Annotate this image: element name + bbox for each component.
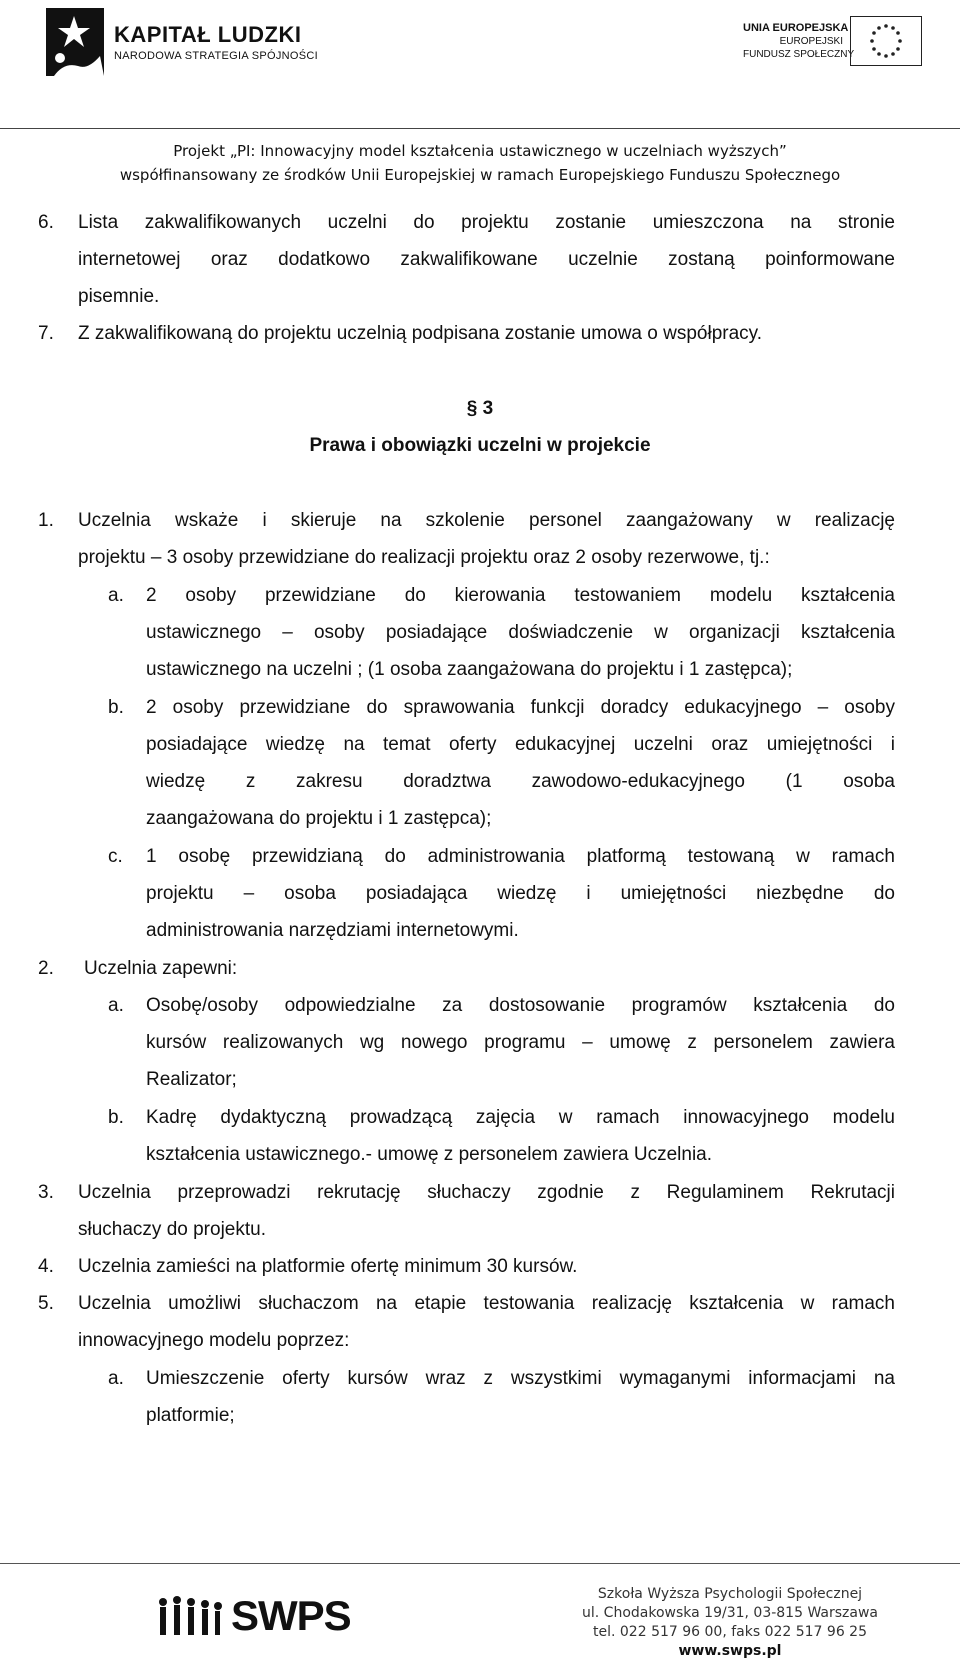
p1-b-line-4: zaangażowana do projektu i 1 zastępca); [146, 808, 492, 829]
p1-c-letter: c. [108, 846, 123, 867]
eu-flag [850, 16, 922, 66]
project-line-1: Projekt „PI: Innowacyjny model kształcenia ustawicznego w uczelniach wyższych” [173, 142, 787, 160]
p2-a-letter: a. [108, 995, 124, 1016]
p5-a-letter: a. [108, 1368, 124, 1389]
p5-number: 5. [38, 1293, 54, 1314]
footer-website-link[interactable]: www.swps.pl [678, 1643, 782, 1659]
eu-stars-icon [851, 17, 921, 65]
people-figures-icon [155, 1590, 225, 1640]
p3-line-2: słuchaczy do projektu. [78, 1219, 266, 1240]
p1-a-letter: a. [108, 585, 124, 606]
footer-divider [0, 1563, 960, 1564]
p2-b-line-1: Kadrę dydaktyczną prowadzącą zajęcia w ramach innowacyjnego modelu [146, 1107, 895, 1128]
item-7-line-1: Z zakwalifikowaną do projektu uczelnią podpisana zostanie umowa o współpracy. [78, 323, 763, 344]
p2-a-line-1: Osobę/osoby odpowiedzialne za dostosowanie programów kształcenia do [146, 995, 895, 1016]
section-title: Prawa i obowiązki uczelni w projekcie [309, 435, 651, 456]
p4-line-1: Uczelnia zamieści na platformie ofertę minimum 30 kursów. [78, 1256, 578, 1277]
p1-b-letter: b. [108, 697, 124, 718]
section-number: § 3 [466, 398, 494, 419]
p1-b-line-3: wiedzę z zakresu doradztwa zawodowo-edukacyjnego (1 osoba [146, 771, 895, 792]
p3-line-1: Uczelnia przeprowadzi rekrutację słuchaczy zgodnie z Regulaminem Rekrutacji [78, 1182, 895, 1203]
p4-number: 4. [38, 1256, 54, 1277]
item-6-number: 6. [38, 212, 54, 233]
p1-c-line-3: administrowania narzędziami internetowymi. [146, 920, 519, 941]
p1-line-2: projektu – 3 osoby przewidziane do realizacji projektu oraz 2 osoby rezerwowe, tj.: [78, 547, 770, 568]
p1-c-line-2: projektu – osoba posiadająca wiedzę i umiejętności niezbędne do [146, 883, 895, 904]
p2-number: 2. [38, 958, 54, 979]
p1-b-line-2: posiadające wiedzę na temat oferty edukacyjnej uczelni oraz umiejętności i [146, 734, 895, 755]
project-line-2: współfinansowany ze środków Unii Europejskiej w ramach Europejskiego Funduszu Społecznego [119, 166, 841, 184]
p1-c-line-1: 1 osobę przewidzianą do administrowania platformą testowaną w ramach [146, 846, 895, 867]
p1-a-line-1: 2 osoby przewidziane do kierowania testowaniem modelu kształcenia [146, 585, 895, 606]
ue-line1: UNIA EUROPEJSKA [743, 22, 849, 34]
p1-a-line-2: ustawicznego – osoby posiadające doświadczenie w organizacji kształcenia [146, 622, 895, 643]
p2-b-letter: b. [108, 1107, 124, 1128]
p5-line-1: Uczelnia umożliwi słuchaczom na etapie testowania realizację kształcenia w ramach [78, 1293, 895, 1314]
p1-a-line-3: ustawicznego na uczelni ; (1 osoba zaangażowana do projektu i 1 zastępca); [146, 659, 793, 680]
footer-line-3: tel. 022 517 96 00, faks 022 517 96 25 [593, 1624, 867, 1640]
p5-a-line-2: platformie; [146, 1405, 235, 1426]
footer-line-1: Szkoła Wyższa Psychologii Społecznej [597, 1586, 863, 1602]
kl-subtitle: NARODOWA STRATEGIA SPÓJNOŚCI [114, 50, 318, 62]
p5-a-line-1: Umieszczenie oferty kursów wraz z wszystkimi wymaganymi informacjami na [146, 1368, 895, 1389]
item-6-line-3: pisemnie. [78, 286, 160, 307]
ue-line3: FUNDUSZ SPOŁECZNY [743, 49, 855, 60]
item-7-number: 7. [38, 323, 54, 344]
footer-line-2: ul. Chodakowska 19/31, 03-815 Warszawa [582, 1605, 878, 1621]
p2-line-1: Uczelnia zapewni: [84, 958, 238, 979]
p5-line-2: innowacyjnego modelu poprzez: [78, 1330, 350, 1351]
item-6-line-2: internetowej oraz dodatkowo zakwalifikowane uczelnie zostaną poinformowane [78, 249, 895, 270]
swps-logo-text: SWPS [231, 1592, 351, 1639]
swps-logo [155, 1590, 351, 1640]
header-divider [0, 128, 960, 129]
p3-number: 3. [38, 1182, 54, 1203]
p2-a-line-2: kursów realizowanych wg nowego programu – umowę z personelem zawiera [146, 1032, 895, 1053]
p2-a-line-3: Realizator; [146, 1069, 237, 1090]
p1-line-1: Uczelnia wskaże i skieruje na szkolenie personel zaangażowany w realizację [78, 510, 895, 531]
p1-b-line-1: 2 osoby przewidziane do sprawowania funkcji doradcy edukacyjnego – osoby [146, 697, 895, 718]
p2-b-line-2: kształcenia ustawicznego.- umowę z personelem zawiera Uczelnia. [146, 1144, 713, 1165]
ue-line2: EUROPEJSKI [779, 36, 843, 47]
p1-number: 1. [38, 510, 54, 531]
kapital-ludzki-emblem-icon [44, 6, 114, 84]
kl-title: KAPITAŁ LUDZKI [114, 22, 302, 47]
item-6-line-1: Lista zakwalifikowanych uczelni do projektu zostanie umieszczona na stronie [78, 212, 895, 233]
